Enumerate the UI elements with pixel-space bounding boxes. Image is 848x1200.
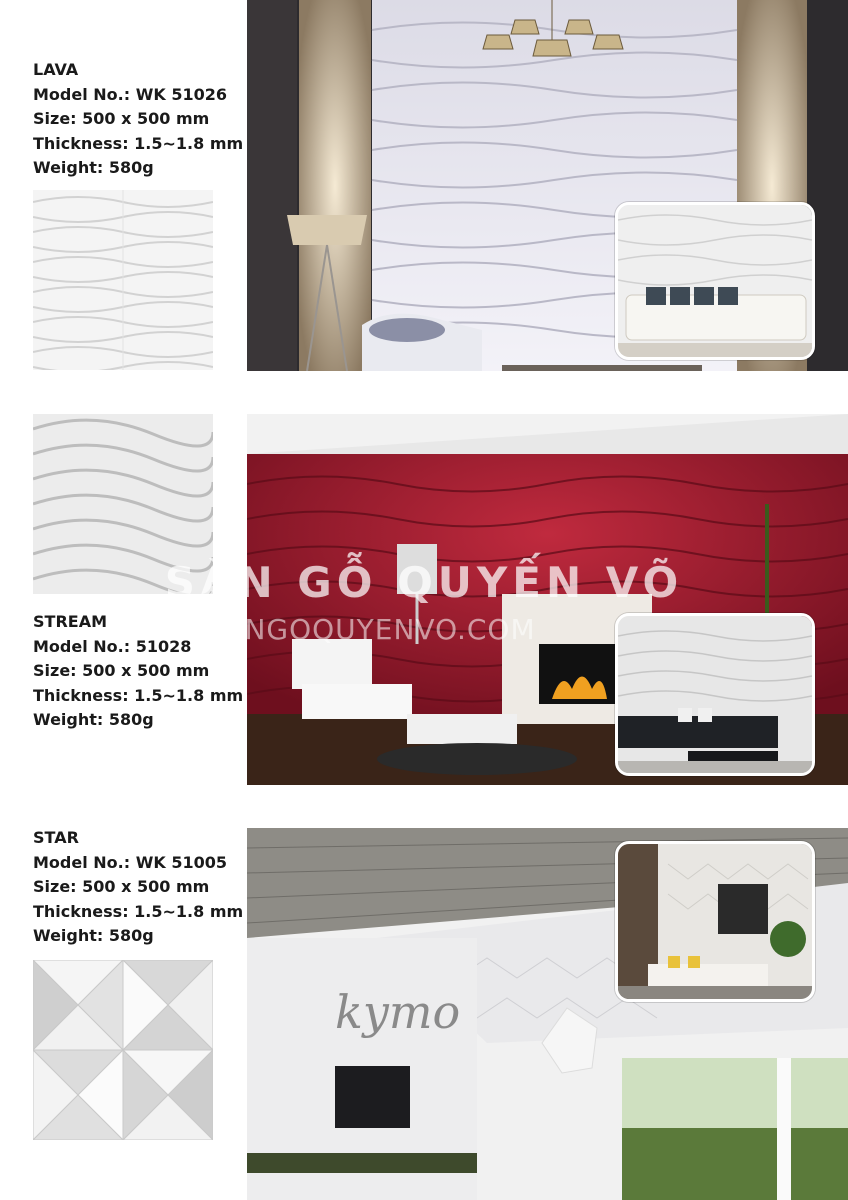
product-weight: Weight: 580g — [33, 158, 154, 177]
product-thickness: Thickness: 1.5~1.8 mm — [33, 901, 244, 921]
product-size: Size: 500 x 500 mm — [33, 877, 210, 896]
stream-panel-swatch — [33, 414, 213, 594]
spec-block-star — [33, 826, 244, 949]
product-weight: Weight: 580g — [33, 926, 154, 945]
product-model: Model No.: WK 51005 — [33, 852, 227, 872]
product-name: LAVA — [33, 60, 79, 79]
kymo-wall-lettering: kymo — [335, 985, 461, 1039]
stream-inset-photo — [615, 613, 815, 776]
product-name: STREAM — [33, 612, 107, 631]
product-size: Size: 500 x 500 mm — [33, 661, 210, 680]
product-size: Size: 500 x 500 mm — [33, 109, 210, 128]
star-room-photo — [247, 828, 848, 1200]
star-panel-swatch — [33, 960, 213, 1140]
watermark-title: SÀN GỖ QUYẾN VÕ — [164, 558, 684, 607]
lava-inset-photo — [615, 202, 815, 360]
lava-room-photo — [247, 0, 848, 371]
spec-block-lava — [33, 58, 244, 181]
star-inset-photo — [615, 841, 815, 1002]
product-model: Model No.: WK 51026 — [33, 84, 227, 104]
watermark-url: SANGOQUYENVO.COM — [205, 613, 536, 646]
spec-block-stream — [33, 610, 244, 733]
product-name: STAR — [33, 828, 79, 847]
stream-room-photo — [247, 414, 848, 785]
product-weight: Weight: 580g — [33, 710, 154, 729]
product-thickness: Thickness: 1.5~1.8 mm — [33, 133, 244, 153]
lava-panel-swatch — [33, 190, 213, 370]
product-thickness: Thickness: 1.5~1.8 mm — [33, 685, 244, 705]
product-model: Model No.: 51028 — [33, 636, 192, 656]
